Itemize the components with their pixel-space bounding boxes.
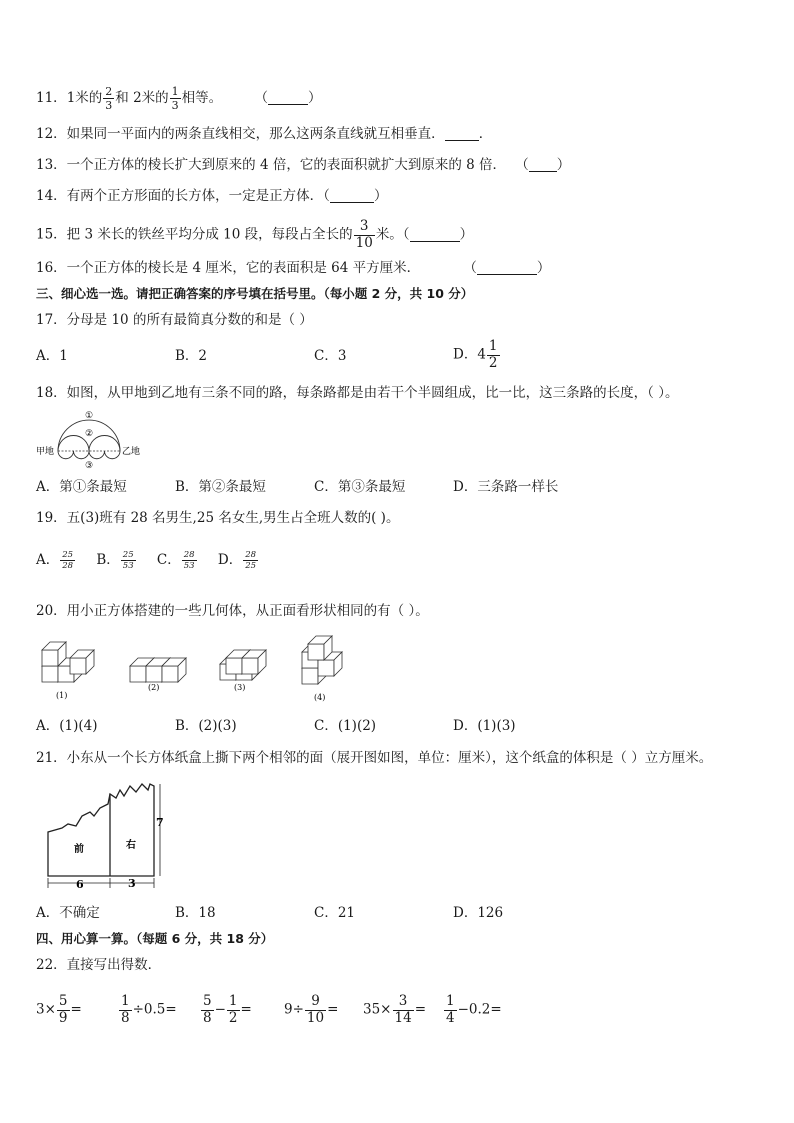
- q11-text-a: 1米的: [66, 90, 103, 106]
- question-14: [36, 186, 387, 206]
- q17-option-a[interactable]: A．1: [36, 348, 68, 364]
- q19-option-b[interactable]: [96, 549, 136, 571]
- q19-b-fraction: [121, 551, 136, 571]
- q19-d-label: D．: [217, 552, 243, 568]
- section-3-heading: 三、细心选一选。请把正确答案的序号填在括号里。（每小题 2 分，共 10 分）: [36, 286, 474, 301]
- numerator: 1: [228, 993, 238, 1009]
- q13-bracket-open: （: [522, 157, 529, 173]
- numerator: 2: [105, 85, 113, 98]
- expr-operator: −: [214, 1001, 226, 1018]
- expr-prefix: 9÷: [284, 1001, 304, 1018]
- q20-option-b[interactable]: B．(2)(3): [175, 718, 237, 734]
- q18-path-3: [58, 451, 120, 459]
- q17-option-d[interactable]: [453, 340, 501, 370]
- q20-option-c[interactable]: C．(1)(2): [314, 718, 377, 734]
- q15-answer-blank[interactable]: [410, 227, 460, 242]
- expr-fraction-2: [227, 995, 240, 1025]
- q17-d-prefix: D．4: [453, 346, 486, 363]
- question-11: [36, 86, 321, 111]
- q11-fraction-1: [103, 86, 114, 111]
- q20-option-a[interactable]: A．(1)(4): [36, 718, 98, 734]
- q19-option-c[interactable]: [156, 549, 198, 571]
- q16-bracket-close: ）: [536, 260, 551, 276]
- q11-answer-blank[interactable]: [268, 90, 308, 105]
- q16-bracket-open: （: [470, 260, 477, 276]
- q17-option-b[interactable]: B．2: [175, 348, 208, 364]
- q11-bracket-open: （: [254, 90, 268, 106]
- numerator: 3: [393, 995, 414, 1011]
- q11-text-c: 相等。: [181, 90, 223, 106]
- expr-suffix: =: [414, 1001, 426, 1018]
- denominator: 3: [105, 99, 113, 112]
- denominator: 2: [488, 354, 498, 371]
- q20-option-d[interactable]: D．(1)(3): [453, 718, 516, 734]
- question-15: [36, 220, 473, 250]
- expr-prefix: 35×: [363, 1001, 392, 1018]
- expr-prefix: 3×: [36, 1001, 56, 1018]
- q21-front-label: 前: [74, 844, 84, 855]
- q19-option-a[interactable]: [36, 549, 76, 571]
- q15-bracket-close: ）: [459, 226, 474, 243]
- q13-text: 13．一个正方体的棱长扩大到原来的 4 倍，它的表面积就扩大到原来的 8 倍．: [36, 157, 507, 173]
- q18-start-label: 甲地: [36, 447, 55, 457]
- q21-height-label: 7: [156, 816, 164, 829]
- q18-option-a[interactable]: A．第①条最短: [36, 479, 127, 495]
- numerator: 25: [62, 549, 74, 560]
- q12-text: 12．如果同一平面内的两条直线相交，那么这两条直线就互相垂直．: [36, 126, 445, 142]
- denominator: 2: [228, 1009, 238, 1026]
- q18-label-3: ③: [85, 461, 94, 470]
- expr-suffix: =: [70, 1001, 82, 1018]
- q16-text: 16．一个正方体的棱长是 4 厘米，它的表面积是 64 平方厘米．: [36, 260, 421, 276]
- expr-fraction-1: [201, 995, 214, 1025]
- numerator: 25: [122, 549, 134, 560]
- denominator: 10: [355, 234, 373, 251]
- q17-option-c[interactable]: C．3: [314, 348, 347, 364]
- q21-option-b[interactable]: B．18: [175, 905, 216, 921]
- denominator: 10: [306, 1009, 325, 1026]
- expr-fraction: [119, 995, 132, 1025]
- denominator: 14: [394, 1009, 412, 1026]
- q15-text: 15．把 3 米长的铁丝平均分成 10 段，每段占全长的: [36, 226, 353, 243]
- q21-right-label: 右: [126, 840, 136, 851]
- q18-option-c[interactable]: C．第③条最短: [314, 479, 406, 495]
- numerator: 5: [58, 993, 68, 1009]
- expr-suffix: =: [240, 1001, 252, 1018]
- q20-caption-2: (2): [148, 683, 160, 692]
- denominator: 4: [446, 1009, 455, 1026]
- question-16: [36, 258, 550, 278]
- q19-options: [36, 550, 259, 571]
- denominator: 28: [62, 561, 74, 571]
- q20-caption-3: (3): [234, 683, 246, 692]
- q19-a-label: A．: [36, 552, 60, 568]
- q22-expr-2: [118, 995, 177, 1025]
- q21-option-a[interactable]: A．不确定: [36, 905, 100, 921]
- denominator: 8: [121, 1009, 130, 1026]
- q19-b-label: B．: [96, 552, 120, 568]
- q22-expr-3: [200, 995, 252, 1025]
- denominator: 3: [171, 99, 179, 112]
- q15-after: 米。（: [375, 226, 410, 243]
- numerator: 3: [354, 220, 375, 236]
- q18-option-b[interactable]: B．第②条最短: [175, 479, 266, 495]
- q20-solid-2: [130, 658, 186, 682]
- q20-caption-4: (4): [314, 693, 326, 702]
- q21-net-diagram: [38, 780, 168, 892]
- question-17: 17．分母是 10 的所有最简真分数的和是（ ）: [36, 312, 313, 328]
- q15-fraction: [354, 220, 375, 250]
- denominator: 53: [183, 561, 195, 571]
- q18-paths-diagram: [36, 408, 148, 470]
- q11-number: 11．: [36, 90, 67, 106]
- q12-end: ．: [478, 126, 493, 142]
- q21-option-c[interactable]: C．21: [314, 905, 356, 921]
- question-13: [36, 155, 570, 175]
- question-12: [36, 124, 492, 144]
- q14-text: 14．有两个正方形面的长方体，一定是正方体．（: [36, 188, 330, 204]
- question-20: 20．用小正方体搭建的一些几何体，从正面看形状相同的有（ ）。: [36, 603, 429, 619]
- numerator: 1: [446, 993, 455, 1009]
- q20-solids-figure: [36, 632, 356, 704]
- expr-suffix: ÷0.5=: [132, 1001, 177, 1018]
- denominator: 25: [245, 561, 257, 571]
- expr-fraction: [393, 995, 414, 1025]
- q11-bracket-close: ）: [307, 90, 322, 106]
- numerator: 1: [488, 338, 498, 354]
- question-18: 18．如图，从甲地到乙地有三条不同的路，每条路都是由若干个半圆组成，比一比，这三条路的长度，（ ）。: [36, 385, 679, 401]
- expr-fraction: [305, 995, 326, 1025]
- section-4-heading: 四、用心算一算。（每题 6 分，共 18 分）: [36, 931, 274, 946]
- numerator: 1: [121, 993, 130, 1009]
- numerator: 5: [203, 993, 212, 1009]
- q11-fraction-2: [170, 86, 181, 111]
- q19-a-fraction: [60, 551, 75, 571]
- q20-solid-4: [302, 636, 342, 684]
- q20-solid-3: [220, 650, 266, 680]
- expr-suffix: =: [327, 1001, 339, 1018]
- denominator: 53: [122, 561, 134, 571]
- q22-expr-6: [443, 995, 502, 1025]
- q22-expr-1: [36, 995, 82, 1025]
- q19-option-d[interactable]: [217, 549, 259, 571]
- expr-fraction: [444, 995, 457, 1025]
- question-22: 22．直接写出得数．: [36, 957, 162, 973]
- denominator: 8: [203, 1009, 212, 1026]
- q20-solid-1: [42, 642, 94, 682]
- q18-label-2: ②: [85, 429, 94, 439]
- expr-fraction: [57, 995, 70, 1025]
- q19-c-label: C．: [156, 552, 181, 568]
- q12-answer-blank[interactable]: [445, 126, 479, 141]
- q18-option-d[interactable]: D．三条路一样长: [453, 479, 559, 495]
- q13-answer-blank[interactable]: [529, 157, 557, 172]
- expr-suffix: −0.2=: [457, 1001, 502, 1018]
- q14-answer-blank[interactable]: [330, 188, 374, 203]
- q19-c-fraction: [182, 551, 197, 571]
- denominator: 9: [58, 1009, 68, 1026]
- q11-text-b: 和 2米的: [115, 90, 169, 106]
- q18-label-1: ①: [85, 411, 94, 421]
- q21-width-right-label: 3: [128, 877, 136, 890]
- q16-answer-blank[interactable]: [477, 260, 537, 275]
- q21-width-front-label: 6: [76, 878, 84, 891]
- q14-bracket-close: ）: [373, 188, 388, 204]
- q17-d-fraction: [487, 340, 500, 370]
- q22-expr-5: [363, 995, 426, 1025]
- q22-expr-4: [284, 995, 338, 1025]
- numerator: 28: [183, 549, 195, 560]
- numerator: 1: [171, 85, 179, 98]
- q20-caption-1: (1): [56, 691, 68, 700]
- q13-bracket-close: ）: [556, 157, 571, 173]
- numerator: 9: [305, 995, 326, 1011]
- question-21: 21．小东从一个长方体纸盒上撕下两个相邻的面（展开图如图，单位：厘米），这个纸盒的体积是（ ）立方厘米。: [36, 750, 713, 766]
- q19-d-fraction: [243, 551, 258, 571]
- q18-end-label: 乙地: [122, 447, 141, 457]
- question-19: 19．五(3)班有 28 名男生,25 名女生,男生占全班人数的( )。: [36, 510, 400, 526]
- q21-option-d[interactable]: D．126: [453, 905, 504, 921]
- numerator: 28: [245, 549, 257, 560]
